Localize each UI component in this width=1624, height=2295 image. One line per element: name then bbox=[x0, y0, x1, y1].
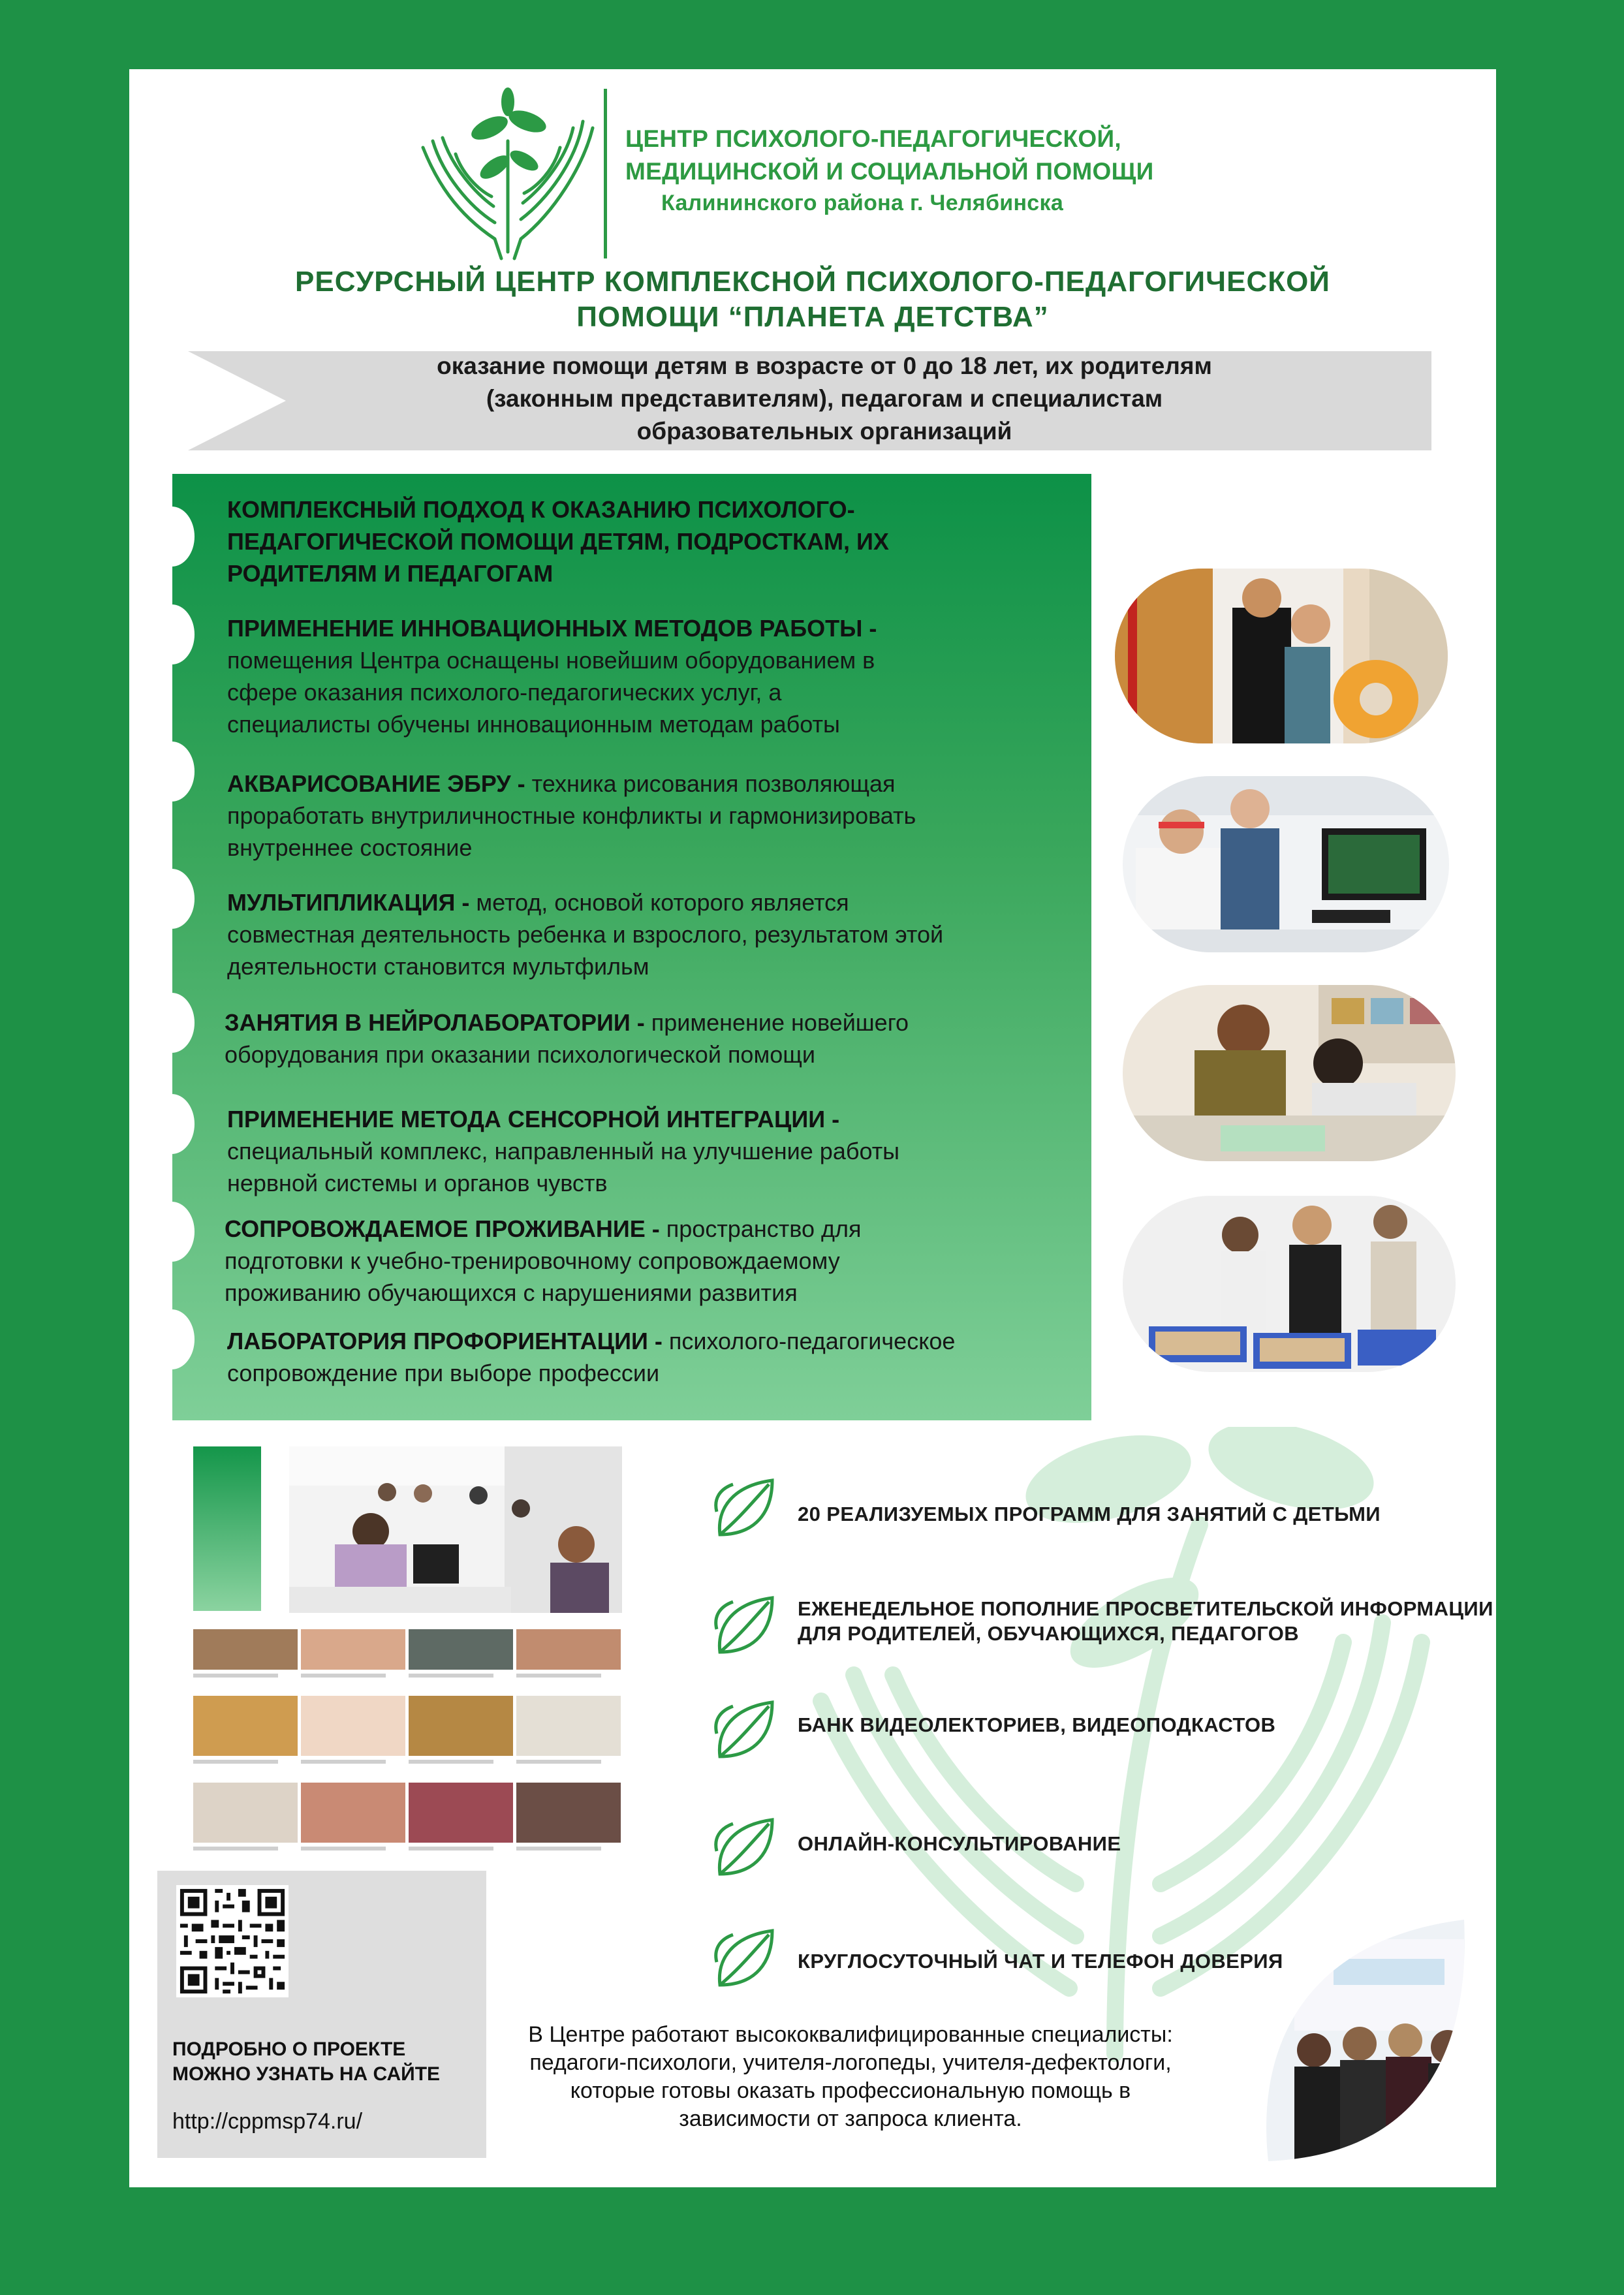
photo-career-lab bbox=[1123, 1196, 1456, 1372]
page-title-line1: РЕСУРСНЫЙ ЦЕНТР КОМПЛЕКСНОЙ ПСИХОЛОГО-ПЕДАГОГИЧЕСКОЙ bbox=[295, 266, 1330, 298]
logo-divider bbox=[604, 89, 607, 258]
panel-notch bbox=[149, 742, 195, 802]
leaf-icon bbox=[710, 1590, 782, 1662]
leaf-icon bbox=[710, 1473, 782, 1544]
org-name-line2: МЕДИЦИНСКОЙ И СОЦИАЛЬНОЙ ПОМОЩИ bbox=[625, 158, 1154, 185]
page-title-line2: ПОМОЩИ “ПЛАНЕТА ДЕТСТВА” bbox=[576, 301, 1049, 333]
panel-notch bbox=[149, 507, 195, 567]
photo-consultation-office bbox=[289, 1446, 622, 1613]
panel-notch bbox=[149, 1094, 195, 1154]
leaf-icon bbox=[710, 1923, 782, 1995]
accent-green-bar bbox=[193, 1446, 261, 1611]
feature-weekly-info: ЕЖЕНЕДЕЛЬНОЕ ПОПОЛНИЕ ПРОСВЕТИТЕЛЬСКОЙ ИНФОРМАЦИИ ДЛЯ РОДИТЕЛЕЙ, ОБУЧАЮЩИХСЯ, ПЕДАГОГОВ bbox=[798, 1597, 1493, 1645]
photo-neurolab bbox=[1123, 776, 1449, 952]
logo-hands-sprout-icon bbox=[416, 82, 606, 272]
photo-art-class bbox=[1123, 985, 1456, 1161]
panel-notch bbox=[149, 604, 195, 664]
leaf-icon bbox=[710, 1694, 782, 1766]
panel-notch bbox=[149, 1202, 195, 1262]
specialists-note: В Центре работают высококвалифицированные специалисты: педагоги-психологи, учителя-логопеды, учителя-дефектологи, которые готовы оказать профессиональную помощь в зависимости от запроса клиента. bbox=[528, 2022, 1173, 2131]
audience-text: оказание помощи детям в возрасте от 0 до 18 лет, их родителям (законным представителям), педагогам и специалистам образовательных организаций bbox=[437, 352, 1212, 445]
feature-online-consulting: ОНЛАЙН-КОНСУЛЬТИРОВАНИЕ bbox=[798, 1832, 1121, 1855]
method-supported-living: СОПРОВОЖДАЕМОЕ ПРОЖИВАНИЕ - пространство для подготовки к учебно-тренировочному сопровождаемому проживанию обучающихся с нарушениями развития bbox=[225, 1215, 862, 1306]
method-animation: МУЛЬТИПЛИКАЦИЯ - метод, основой которого является совместная деятельность ребенка и взрослого, результатом этой деятельности становится мультфильм bbox=[227, 889, 944, 980]
panel-notch bbox=[149, 869, 195, 929]
panel-notch bbox=[149, 993, 195, 1053]
leaf-icon bbox=[710, 1812, 782, 1884]
method-innovative: ПРИМЕНЕНИЕ ИННОВАЦИОННЫХ МЕТОДОВ РАБОТЫ - помещения Центра оснащены новейшим оборудованием в сфере оказания психолого-педагогических услуг, а специалисты обучены инновационным методам работы bbox=[227, 615, 877, 738]
project-label: ПОДРОБНО О ПРОЕКТЕ МОЖНО УЗНАТЬ НА САЙТЕ bbox=[172, 2038, 441, 2085]
org-district: Калининского района г. Челябинска bbox=[661, 191, 1064, 215]
method-neurolab: ЗАНЯТИЯ В НЕЙРОЛАБОРАТОРИИ - применение новейшего оборудования при оказании психологической помощи bbox=[225, 1009, 909, 1068]
poster-sheet bbox=[129, 69, 1496, 2187]
project-url-link[interactable]: http://cppmsp74.ru/ bbox=[172, 2109, 363, 2134]
feature-video-bank: БАНК ВИДЕОЛЕКТОРИЕВ, ВИДЕОПОДКАСТОВ bbox=[798, 1713, 1276, 1736]
method-sensory: ПРИМЕНЕНИЕ МЕТОДА СЕНСОРНОЙ ИНТЕГРАЦИИ - специальный комплекс, направленный на улучшение работы нервной системы и органов чувств bbox=[227, 1106, 900, 1196]
method-career-lab: ЛАБОРАТОРИЯ ПРОФОРИЕНТАЦИИ - психолого-педагогическое сопровождение при выборе профессии bbox=[227, 1328, 956, 1386]
methods-intro: КОМПЛЕКСНЫЙ ПОДХОД К ОКАЗАНИЮ ПСИХОЛОГО- ПЕДАГОГИЧЕСКОЙ ПОМОЩИ ДЕТЯМ, ПОДРОСТКАМ, ИХ РОДИТЕЛЯМ И ПЕДАГОГАМ bbox=[227, 496, 889, 587]
org-name-line1: ЦЕНТР ПСИХОЛОГО-ПЕДАГОГИЧЕСКОЙ, bbox=[625, 125, 1121, 152]
feature-programs: 20 РЕАЛИЗУЕМЫХ ПРОГРАММ ДЛЯ ЗАНЯТИЙ С ДЕТЬМИ bbox=[798, 1503, 1381, 1525]
method-ebru: АКВАРИСОВАНИЕ ЭБРУ - техника рисования позволяющая проработать внутриличностные конфликты и гармонизировать внутреннее состояние bbox=[227, 770, 916, 861]
photo-team-leaf bbox=[1255, 1913, 1471, 2168]
video-thumbnails-grid bbox=[193, 1629, 624, 1854]
photo-sensory-room bbox=[1115, 569, 1448, 743]
feature-24h-hotline: КРУГЛОСУТОЧНЫЙ ЧАТ И ТЕЛЕФОН ДОВЕРИЯ bbox=[798, 1950, 1283, 1973]
qr-code-icon[interactable] bbox=[176, 1885, 289, 1997]
panel-notch bbox=[149, 1309, 195, 1369]
